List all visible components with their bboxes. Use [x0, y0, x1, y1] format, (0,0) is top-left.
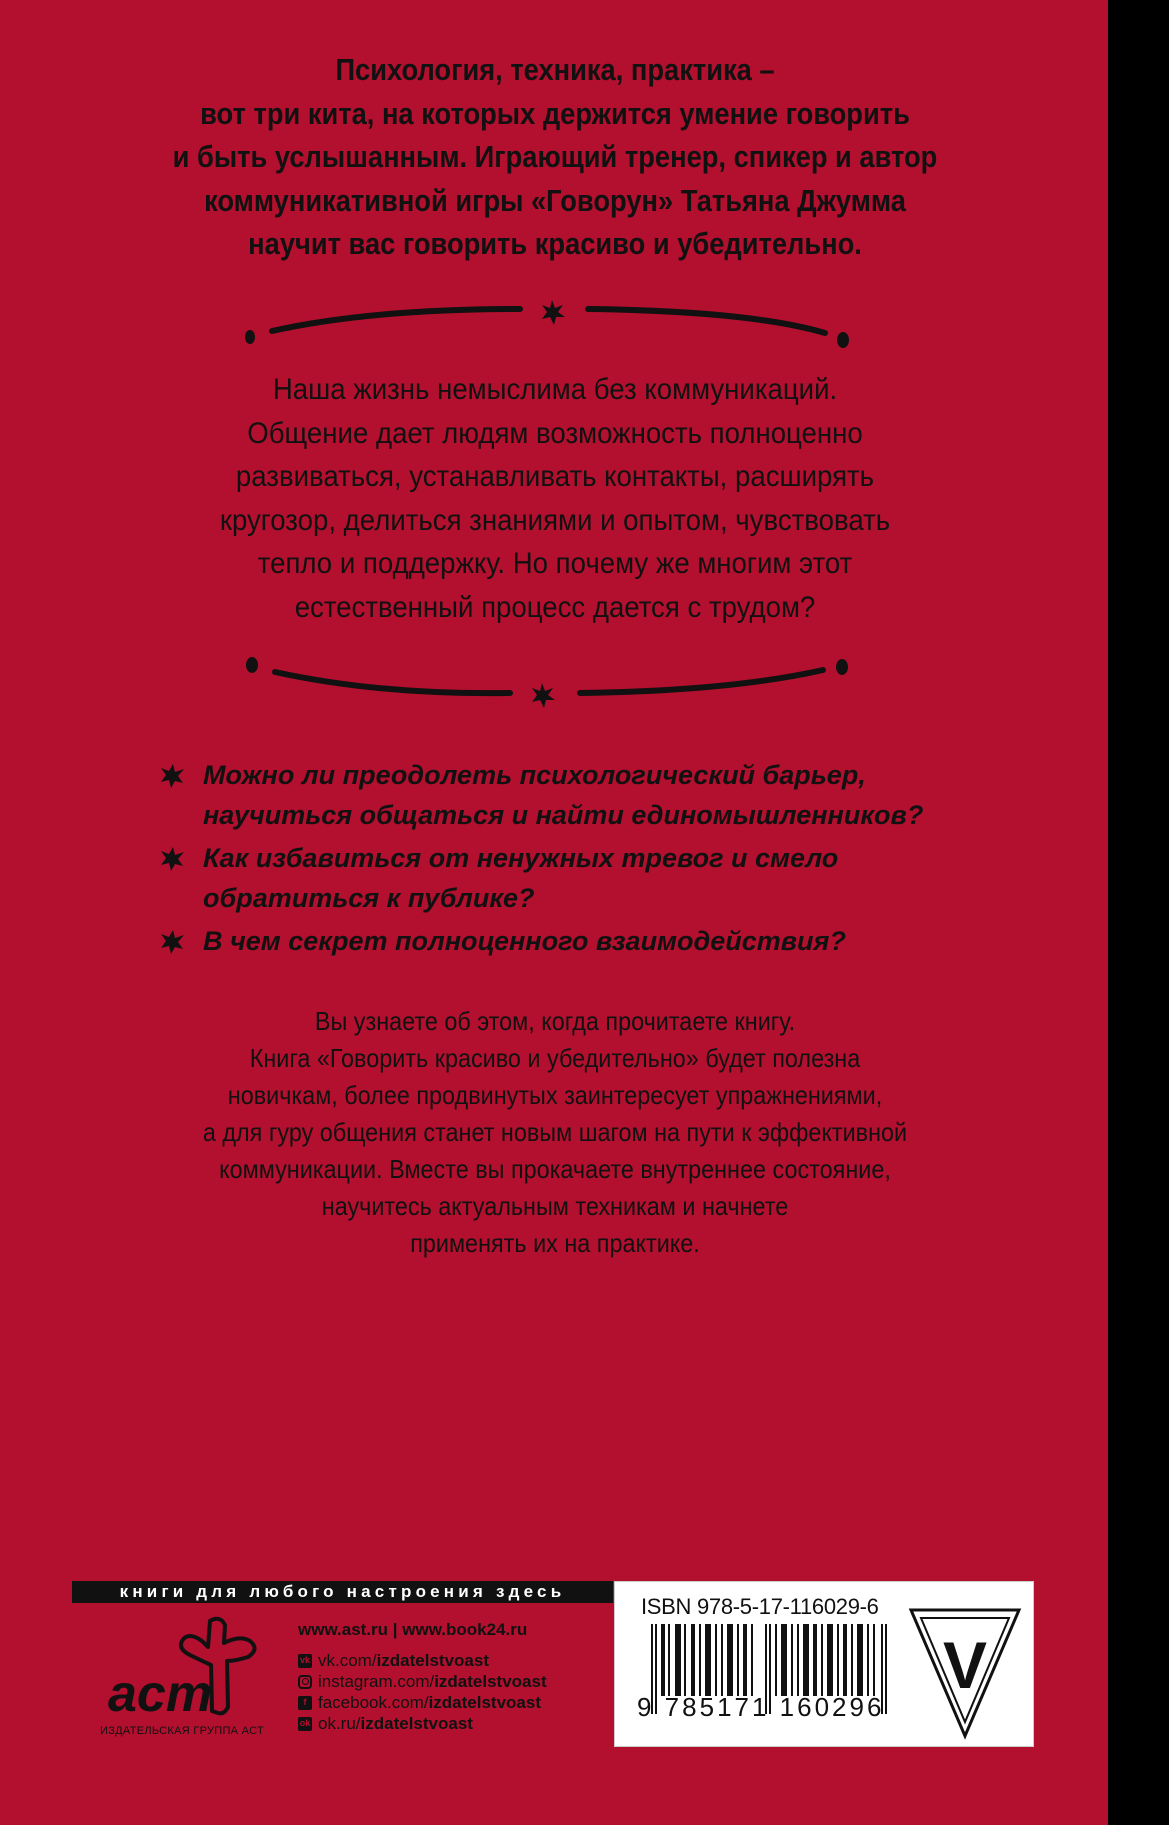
svg-text:V: V — [942, 1628, 988, 1702]
ean-number: 9 785171 160296 — [637, 1692, 885, 1722]
social-link-instagram[interactable]: instagram.com/ izdatelstvoast — [298, 1671, 547, 1692]
social-link-facebook[interactable]: f facebook.com/ izdatelstvoast — [298, 1692, 547, 1713]
star-ornament-icon — [532, 683, 555, 708]
question-item: Как избавиться от ненужных тревог и смело обратиться к публике? — [155, 838, 955, 918]
intro-line: вот три кита, на которых держится умение говорить — [200, 95, 910, 131]
conclusion-line: применять их на практике. — [410, 1228, 700, 1258]
facebook-icon: f — [298, 1696, 312, 1710]
conclusion-line: коммуникации. Вместе вы прокачаете внутреннее состояние, — [219, 1154, 891, 1184]
body-line: развиваться, устанавливать контакты, расширять — [235, 460, 875, 493]
body-line: Общение дает людям возможность полноценно — [247, 416, 863, 450]
social-link-odnoklassniki[interactable]: ok ok.ru/ izdatelstvoast — [299, 1714, 473, 1733]
question-item: Можно ли преодолеть психологический барьер, научиться общаться и найти единомышленников? — [155, 755, 955, 835]
star-ornament-icon — [542, 300, 565, 325]
publisher-links — [298, 1620, 547, 1734]
tagline-banner: книги для любого настроения здесь — [72, 1581, 613, 1603]
instagram-icon — [298, 1675, 312, 1689]
book-spine-edge — [1108, 0, 1169, 1825]
publisher-caption: ИЗДАТЕЛЬСКАЯ ГРУППА АСТ — [100, 1725, 264, 1737]
question-item: В чем секрет полноценного взаимодействия? — [155, 921, 955, 961]
star-bullet-icon — [159, 929, 185, 955]
body-line: кругозор, делиться знаниями и опытом, чувствовать — [219, 503, 891, 537]
body-line: тепло и поддержку. Но почему же многим этот — [257, 547, 853, 580]
body-line: естественный процесс дается с трудом? — [294, 590, 816, 624]
isbn-barcode-panel — [614, 1581, 1034, 1747]
conclusion-line: научитесь актуальным техникам и начнете — [321, 1191, 789, 1221]
question-list — [155, 755, 955, 964]
age-rating-triangle-icon — [907, 1604, 1023, 1740]
ornament-divider-top — [230, 295, 870, 355]
intro-line: научит вас говорить красиво и убедительно. — [248, 226, 862, 261]
social-link-vk[interactable]: vk vk.com/ izdatelstvoast — [299, 1651, 489, 1670]
conclusion-line: Книга «Говорить красиво и убедительно» будет полезна — [249, 1043, 861, 1073]
ornament-divider-bottom — [230, 655, 870, 715]
website-links[interactable]: www.ast.ru | www.book24.ru — [298, 1620, 528, 1639]
conclusion-paragraph — [110, 1003, 1001, 1262]
svg-text:аст: аст — [108, 1665, 213, 1723]
star-bullet-icon — [159, 846, 185, 872]
intro-line: Психология, техника, практика – — [335, 52, 775, 87]
intro-paragraph — [119, 48, 990, 266]
intro-line: и быть услышанным. Играющий тренер, спикер и автор — [172, 139, 938, 174]
vk-icon: vk — [298, 1654, 312, 1668]
odnoklassniki-icon: ok — [298, 1717, 312, 1731]
conclusion-line: новичкам, более продвинутых заинтересует упражнениями, — [227, 1080, 883, 1110]
conclusion-line: Вы узнаете об этом, когда прочитаете книгу. — [314, 1006, 796, 1036]
body-paragraph — [100, 368, 1011, 629]
conclusion-line: а для гуру общения станет новым шагом на пути к эффективной — [202, 1117, 908, 1147]
star-bullet-icon — [159, 763, 185, 789]
body-line: Наша жизнь немыслима без коммуникаций. — [272, 373, 838, 406]
isbn-number: ISBN 978-5-17-116029-6 — [641, 1594, 879, 1619]
intro-line: коммуникативной игры «Говорун» Татьяна Джумма — [204, 182, 906, 218]
